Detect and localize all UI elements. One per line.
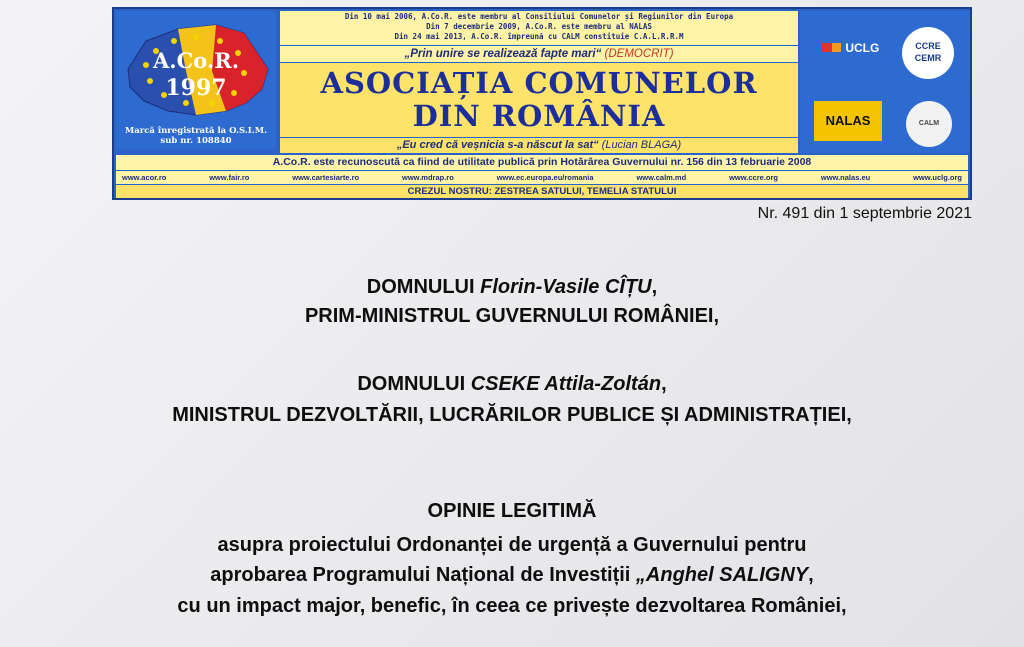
website-link[interactable]: www.ec.europa.eu/romania — [496, 173, 594, 182]
logo-trademark: Marcă înregistrată la O.S.I.M. sub nr. 108840 — [124, 126, 268, 146]
ccre-logo: CCRE CEMR — [902, 27, 954, 79]
public-utility-notice: A.Co.R. este recunoscută ca fiind de utilitate publică prin Hotărârea Guvernului nr. 156 din 13 februarie 2008 — [116, 155, 968, 170]
recipient-2-role: MINISTRUL DEZVOLTĂRII, LUCRĂRILOR PUBLICE ȘI ADMINISTRAȚIEI, — [172, 404, 852, 426]
website-link[interactable]: www.ccre.org — [729, 173, 778, 182]
website-link[interactable]: www.fair.ro — [209, 173, 250, 182]
logo-year: 1997 — [165, 75, 227, 101]
motto-bottom-text: „Eu cred că veșnicia s-a născut la sat“ — [396, 139, 599, 151]
uclg-square-icon — [832, 43, 841, 52]
uclg-square-icon — [822, 43, 831, 52]
association-title — [280, 63, 798, 137]
recipient-1-name: Florin-Vasile CÎȚU — [480, 276, 652, 298]
document-number-text: Nr. 491 din 1 septembrie 2021 — [757, 205, 972, 222]
website-list — [116, 171, 968, 184]
title-line-1: ASOCIAȚIA COMUNELOR — [320, 66, 758, 100]
logo-acronym: A.Co.R. — [152, 48, 240, 73]
subject-line-2: aprobarea Programului Național de Investiții „Anghel SALIGNY, — [210, 564, 814, 586]
membership-line: Din 24 mai 2013, A.Co.R. împreună cu CALM constituie C.A.L.R.R.M — [394, 32, 684, 41]
subject-line-3: cu un impact major, benefic, în ceea ce privește dezvoltarea României, — [177, 595, 847, 617]
document-number — [686, 205, 972, 223]
letterhead — [112, 7, 972, 200]
subject-line-1: asupra proiectului Ordonanței de urgență a Guvernului pentru — [217, 534, 807, 556]
subject-title: OPINIE LEGITIMĂ — [427, 500, 597, 522]
website-link[interactable]: www.calm.md — [636, 173, 687, 182]
motto-top-author: (DEMOCRIT) — [604, 48, 674, 60]
uclg-logo: UCLG — [822, 41, 879, 55]
membership-lines — [280, 11, 798, 45]
program-name: „Anghel SALIGNY — [635, 564, 809, 586]
motto-bottom-author: (Lucian BLAGA) — [601, 139, 682, 151]
recipient-1-role: PRIM-MINISTRUL GUVERNULUI ROMÂNIEI, — [304, 305, 720, 327]
website-link[interactable]: www.acor.ro — [122, 173, 167, 182]
website-link[interactable]: www.nalas.eu — [820, 173, 871, 182]
recipient-1-name-line: DOMNULUI Florin-Vasile CÎȚU, — [366, 276, 658, 298]
creed-banner: CREZUL NOSTRU: ZESTREA SATULUI, TEMELIA STATULUI — [116, 185, 968, 198]
acor-logo — [116, 11, 276, 149]
website-link[interactable]: www.uclg.org — [913, 173, 962, 182]
membership-line: Din 10 mai 2006, A.Co.R. este membru al Consiliului Comunelor și Regiunilor din Europa — [344, 12, 734, 21]
calm-logo: CALM — [906, 101, 952, 147]
recipient-2-name: CSEKE Attila-Zoltán — [470, 373, 662, 395]
motto-top-text: „Prin unire se realizează fapte mari“ — [404, 48, 602, 60]
title-line-2: DIN ROMÂNIA — [412, 99, 666, 133]
recipient-2-name-line: DOMNULUI CSEKE Attila-Zoltán, — [357, 373, 667, 395]
website-link[interactable]: www.mdrap.ro — [402, 173, 454, 182]
partner-logos — [800, 11, 970, 153]
website-link[interactable]: www.cartesiarte.ro — [292, 173, 360, 182]
motto-top — [280, 46, 798, 62]
motto-bottom — [280, 138, 798, 153]
nalas-logo: NALAS — [814, 101, 882, 141]
membership-line: Din 7 decembrie 2009, A.Co.R. este membru al NALAS — [426, 22, 652, 31]
